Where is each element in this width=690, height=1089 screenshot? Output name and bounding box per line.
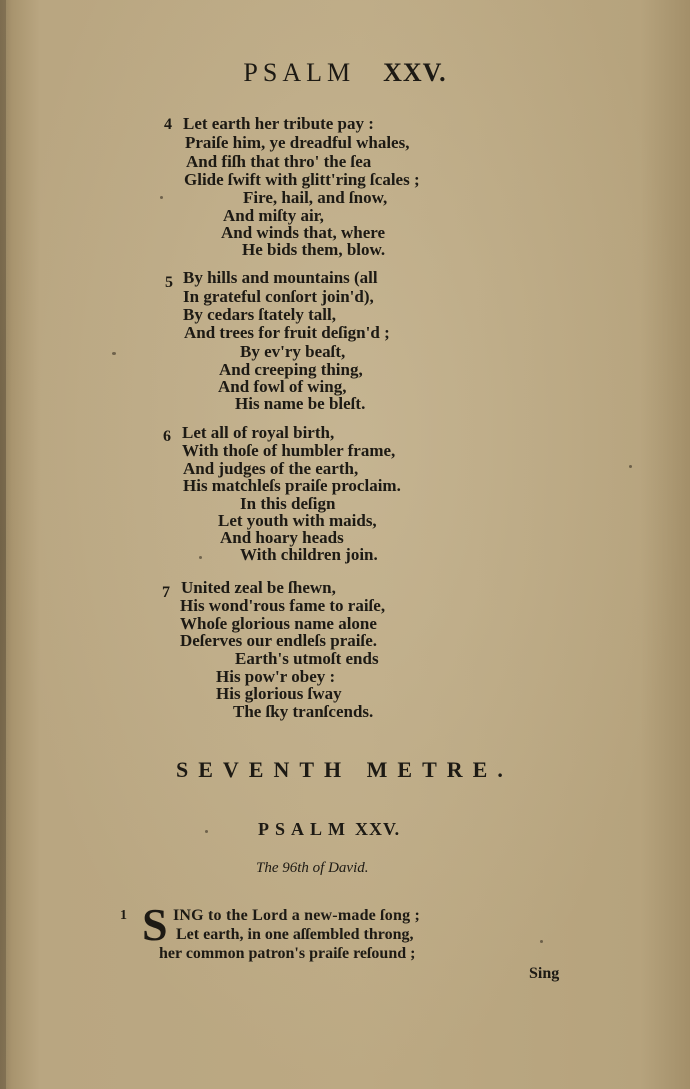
paper-speck [112, 352, 116, 355]
verse-line: Let youth with maids, [218, 511, 377, 530]
verse-line: By cedars ſtately tall, [183, 305, 336, 324]
verse-line: And miſty air, [223, 206, 324, 225]
verse-line: Fire, hail, and ſnow, [243, 188, 388, 207]
verse-line: Let earth, in one aſſembled throng, [176, 926, 414, 943]
paper-speck [160, 196, 163, 199]
paper-speck [205, 830, 208, 833]
drop-cap: S [142, 899, 168, 950]
verse-line: His pow'r obey : [216, 667, 336, 686]
verse-line: In this deſign [240, 494, 336, 513]
verse-line: Let all of royal birth, [182, 423, 335, 442]
paper-speck [540, 940, 543, 943]
verse-line: His name be bleſt. [235, 394, 366, 413]
verse-line: The ſky tranſcends. [233, 702, 374, 721]
verse-line: ING to the Lord a new-made ſong ; [173, 907, 421, 924]
verse-line: His matchleſs praiſe proclaim. [183, 476, 401, 495]
verse-number: 1 [120, 908, 127, 923]
stanza-number: 6 [163, 428, 171, 445]
verse-line: Praiſe him, ye dreadful whales, [185, 133, 410, 152]
psalm-heading-word: PSALM [258, 819, 351, 839]
verse-line: And fiſh that thro' the ſea [186, 152, 372, 171]
running-head [0, 58, 690, 88]
verse-line: Let earth her tribute pay : [183, 114, 374, 133]
stanza-number: 5 [165, 274, 173, 291]
verse-line: Whoſe glorious name alone [180, 614, 377, 633]
psalm-heading-number: XXV. [355, 819, 401, 839]
page-gutter-shadow [0, 0, 6, 1089]
verse-line: He bids them, blow. [242, 240, 386, 259]
verse-line: Glide ſwift with glitt'ring ſcales ; [184, 170, 420, 189]
psalm-subtitle: The 96th of David. [256, 860, 369, 876]
verse-line: His wond'rous fame to raiſe, [180, 596, 386, 615]
paper-speck [629, 465, 632, 468]
verse-line: By ev'ry beaſt, [240, 342, 346, 361]
running-head-number: XXV. [383, 58, 447, 87]
catchword: Sing [529, 965, 560, 982]
verse-line: her common patron's praiſe reſound ; [159, 945, 416, 962]
verse-line: And trees for fruit deſign'd ; [184, 323, 390, 342]
verse-line: In grateful conſort join'd), [183, 287, 374, 306]
verse-line: His glorious ſway [216, 684, 342, 703]
paper-speck [199, 556, 202, 559]
verse-line: And hoary heads [220, 528, 344, 547]
verse-line: With thoſe of humbler frame, [182, 441, 396, 460]
stanza-number: 7 [162, 584, 170, 601]
running-head-title: PSALM [243, 58, 356, 87]
section-heading: SEVENTH METRE. [176, 757, 513, 782]
verse-line: By hills and mountains (all [183, 268, 378, 287]
verse-line: And judges of the earth, [183, 459, 359, 478]
verse-line: United zeal be ſhewn, [181, 578, 336, 597]
verse-line: And fowl of wing, [218, 377, 347, 396]
stanza-number: 4 [164, 116, 172, 133]
verse-line: And winds that, where [221, 223, 386, 242]
verse-line: Earth's utmoſt ends [235, 649, 379, 668]
verse-line: With children join. [240, 545, 378, 564]
psalm-heading [258, 819, 400, 840]
verse-line: And creeping thing, [219, 360, 363, 379]
verse-line: Deſerves our endleſs praiſe. [180, 631, 378, 650]
